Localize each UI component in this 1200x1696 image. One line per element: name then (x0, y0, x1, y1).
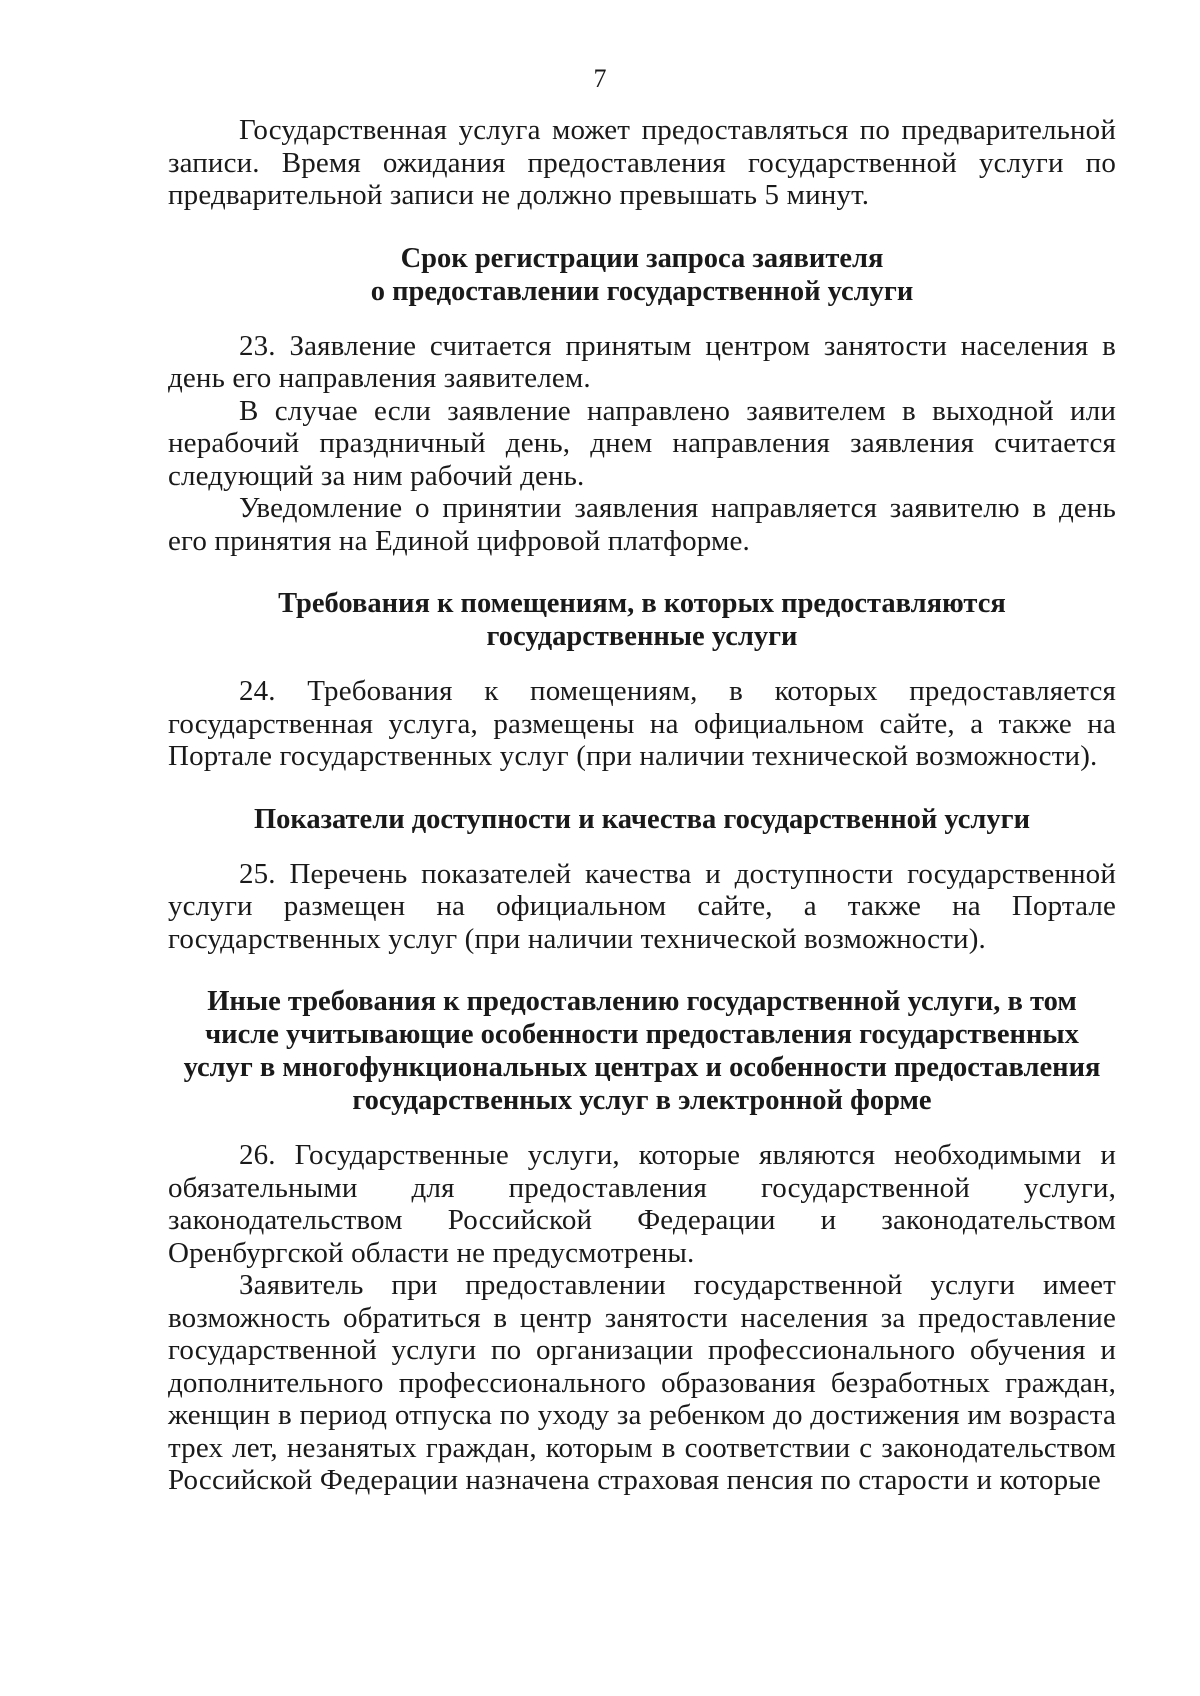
heading-line: государственные услуги (486, 621, 798, 652)
paragraph-notification: Уведомление о принятии заявления направляется заявителю в день его принятия на Единой цифровой платформе. (168, 492, 1116, 557)
heading-accessibility-indicators (168, 803, 1116, 836)
heading-registration-term (168, 242, 1116, 308)
document-body (168, 114, 1116, 1497)
paragraph-pre-registration: Государственная услуга может предоставляться по предварительной записи. Время ожидания предоставления государственной услуги по предварительной записи не должно превышать 5 минут. (168, 114, 1116, 211)
paragraph-item-24: 24. Требования к помещениям, в которых предоставляется государственная услуга, размещены на официальном сайте, а также на Портале государственных услуг (при наличии технической возможности). (168, 675, 1116, 772)
heading-line: числе учитывающие особенности предоставления государственных (205, 1019, 1079, 1050)
paragraph-applicant-rights: Заявитель при предоставлении государственной услуги имеет возможность обратиться в центр занятости населения за предоставление государственной услуги по организации профессионального обучения и дополнительного профессионального образования безработных граждан, женщин в период отпуска по уходу за ребенком до достижения им возраста трех лет, незанятых граждан, которым в соответствии с законодательством Российской Федерации назначена страховая пенсия по старости и которые (168, 1269, 1116, 1496)
page-number: 7 (593, 64, 607, 93)
heading-premises-requirements (168, 587, 1116, 653)
heading-line: Иные требования к предоставлению государственной услуги, в том (207, 986, 1077, 1017)
paragraph-item-25: 25. Перечень показателей качества и доступности государственной услуги размещен на официальном сайте, а также на Портале государственных услуг (при наличии технической возможности). (168, 857, 1116, 955)
paragraph-item-26: 26. Государственные услуги, которые являются необходимыми и обязательными для предоставления государственной услуги, законодательством Российской Федерации и законодательством Оренбургской области не предусмотрены. (168, 1139, 1116, 1269)
heading-line: Требования к помещениям, в которых предоставляются (278, 588, 1006, 619)
paragraph-weekend-rule: В случае если заявление направлено заявителем в выходной или нерабочий праздничный день, днем направления заявления считается следующий за ним рабочий день. (168, 394, 1116, 492)
heading-line: о предоставлении государственной услуги (370, 275, 914, 307)
heading-line: государственных услуг в электронной форме (352, 1085, 932, 1116)
heading-line: услуг в многофункциональных центрах и особенности предоставления (183, 1052, 1101, 1083)
heading-line: Показатели доступности и качества государственной услуги (253, 803, 1031, 835)
heading-line: Срок регистрации запроса заявителя (400, 242, 884, 274)
heading-other-requirements (168, 985, 1116, 1117)
paragraph-item-23: 23. Заявление считается принятым центром занятости населения в день его направления заявителем. (168, 329, 1116, 394)
